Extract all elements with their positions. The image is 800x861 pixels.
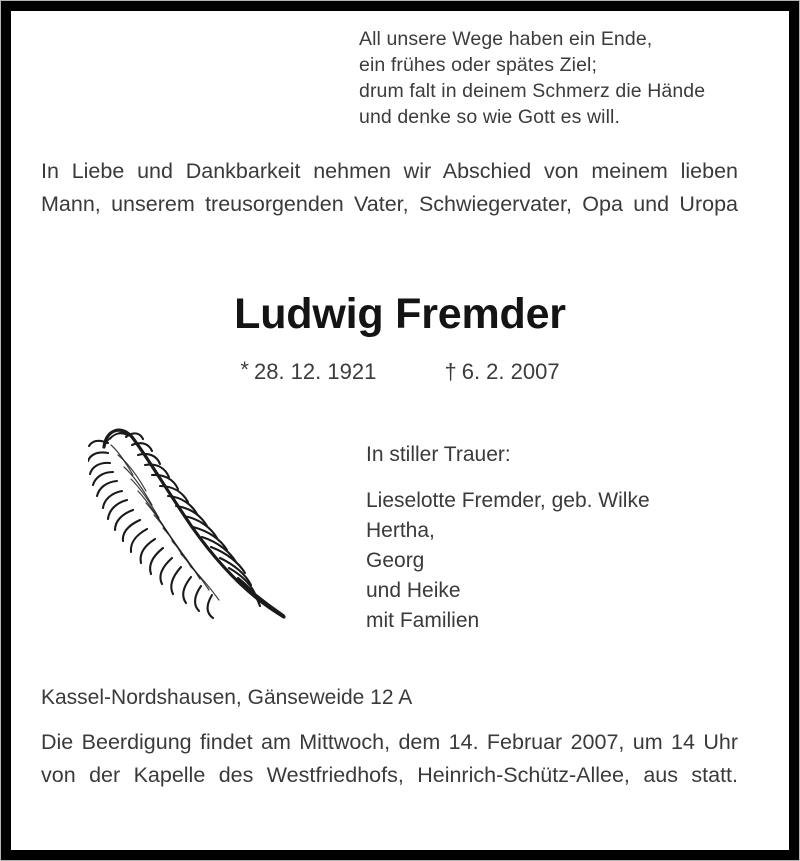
birth-date-value: 28. 12. 1921 [253, 359, 377, 384]
mourners-block [366, 440, 756, 636]
feather-icon [88, 415, 293, 625]
life-dates [11, 358, 789, 386]
mourner-line-3: Georg [366, 549, 425, 572]
verse-line-3: drum falt in deinem Schmerz die Hände [359, 80, 706, 102]
funeral-details-text: Die Beerdigung findet am Mittwoch, dem 14. Februar 2007, um 14 Uhr von der Kapelle des Westfriedhofs, Heinrich-Schütz-Allee, aus statt. [41, 730, 738, 787]
name-block [11, 289, 789, 339]
asterisk-icon: * [240, 357, 249, 382]
death-date-value: 6. 2. 2007 [461, 359, 560, 384]
mourner-line-1: Lieselotte Fremder, geb. Wilke [366, 489, 650, 512]
verse-line-1: All unsere Wege haben ein Ende, [359, 28, 653, 50]
cross-icon: † [444, 359, 457, 384]
mourner-line-5: mit Familien [366, 609, 480, 632]
birth-date [240, 358, 376, 386]
verse-line-4: und denke so wie Gott es will. [359, 106, 620, 128]
intro-text: In Liebe und Dankbarkeit nehmen wir Abschied von meinem lieben Mann, unserem treusorgenden Vater, Schwiegervater, Opa und Uropa [41, 159, 738, 216]
footer-block [41, 683, 738, 825]
verse-block [359, 26, 759, 130]
mourner-line-4: und Heike [366, 579, 461, 602]
mourners-heading: In stiller Trauer: [366, 443, 511, 466]
address-line: Kassel-Nordshausen, Gänseweide 12 A [41, 686, 413, 709]
intro-block [41, 155, 738, 254]
verse-line-2: ein frühes oder spätes Ziel; [359, 54, 598, 76]
mourner-line-2: Hertha, [366, 519, 435, 542]
deceased-name: Ludwig Fremder [234, 290, 566, 338]
death-date [444, 358, 559, 386]
